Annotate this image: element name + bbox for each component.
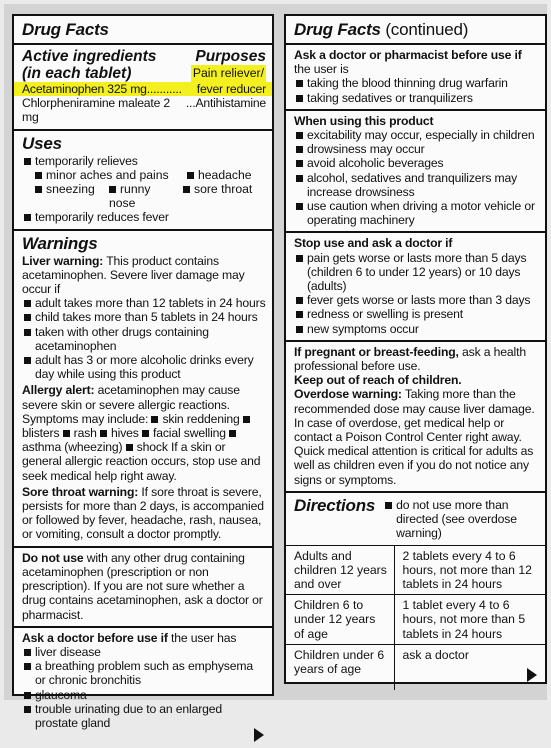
ask-doctor-bullet: a breathing problem such as emphysema or chronic bronchitis [22, 659, 266, 687]
liver-bullet: taken with other drugs containing acetaminophen [22, 325, 266, 353]
drug-facts-left-panel [12, 14, 274, 730]
do-not-use: Do not use with any other drug containing acetaminophen (prescription or non prescription). If you are not sure whether a drug contains acetaminophen, ask a doctor or pharmacist. [22, 550, 263, 622]
continued-title-section [286, 16, 545, 45]
liver-bullet: adult takes more than 12 tablets in 24 hours [22, 296, 266, 310]
ask-pharmacist-bullet: taking sedatives or tranquilizers [294, 91, 539, 105]
uses-symptom: minor aches and pains [35, 168, 177, 182]
allergy-symptom: skin reddening [151, 412, 239, 426]
ask-doctor-bullet: trouble urinating due to an enlarged prostate gland [22, 702, 266, 730]
ask-pharmacist-bullet: taking the blood thinning drug warfarin [294, 76, 539, 90]
uses-symptom: sore throat [183, 182, 252, 210]
drug-facts-title: Drug Facts [14, 20, 272, 45]
liver-bullet: adult has 3 or more alcoholic drinks every day while using this product [22, 353, 266, 381]
when-using-bullet: drowsiness may occur [294, 142, 539, 156]
allergy-symptom: asthma (wheezing) [22, 426, 240, 454]
label-background [4, 4, 547, 730]
ingredient1-dots: ........... [146, 82, 182, 96]
when-using-bullet: alcohol, sedatives and tranquilizers may increase drowsiness [294, 171, 539, 199]
dosage-age: Children 6 to under 12 years of age [286, 595, 394, 645]
each-tablet-row [22, 65, 266, 82]
stop-use-bullet: pain gets worse or lasts more than 5 days (children 6 to under 12 years) or 10 days (adults) [294, 251, 539, 294]
when-using-bullet: excitability may occur, especially in children [294, 128, 539, 142]
keep-out-of-reach: Keep out of reach of children. [294, 373, 462, 388]
uses-symptom: sneezing [35, 182, 103, 210]
allergy-symptom: blisters [22, 412, 254, 440]
when-using-section [286, 111, 545, 234]
active-ingredients-heading: Active ingredients [22, 48, 157, 65]
table-row [286, 545, 545, 595]
allergy-alert: Allergy alert: acetaminophen may cause severe skin or severe allergic reactions. Symptoms may include: skin reddening blisters rash hives facial swelling asthma (wheezing) shock If a skin or general allergic reaction occurs, stop use and seek medical help right away. [22, 383, 261, 483]
stop-use-label: Stop use and ask a doctor if [294, 236, 453, 251]
uses-symptom: runny nose [109, 182, 151, 211]
bullet-square-icon [35, 172, 42, 179]
dosage-age: Adults and children 12 years and over [286, 545, 394, 595]
allergy-symptom: rash [63, 426, 97, 440]
ask-pharmacist: Ask a doctor or pharmacist before use if the user is [294, 48, 522, 77]
liver-bullet: child takes more than 5 tablets in 24 hours [22, 310, 266, 324]
when-using-bullet: avoid alcoholic beverages [294, 156, 539, 170]
each-tablet-label: (in each tablet) [22, 65, 132, 82]
dosage-age: Children under 6 years of age [286, 644, 394, 690]
drug-facts-continued-title: Drug Facts (continued) [294, 20, 469, 39]
liver-warning: Liver warning: This product contains acetaminophen. Severe liver damage may occur if [22, 253, 245, 297]
continue-arrow-icon [254, 728, 264, 742]
continue-arrow-icon [527, 668, 537, 682]
purposes-heading: Purposes [195, 48, 266, 65]
ask-doctor: Ask a doctor before use if the user has [22, 630, 237, 645]
ingredient1-name: Acetaminophen 325 mg [22, 82, 147, 96]
bullet-square-icon [35, 186, 42, 193]
stop-use-bullet: new symptoms occur [294, 322, 539, 336]
warnings-section [14, 231, 272, 548]
ingredient1-purpose: fever reducer [196, 82, 266, 96]
bullet-square-icon [187, 172, 194, 179]
drug-facts-right-panel [284, 14, 547, 684]
directions-section [286, 493, 545, 690]
uses-section [14, 131, 272, 231]
ingredient-row-2 [22, 96, 266, 124]
do-not-use-section [14, 548, 272, 628]
allergy-symptom: shock [126, 440, 168, 454]
directions-header [294, 496, 539, 541]
stop-use-bullet: redness or swelling is present [294, 307, 539, 321]
dosage-dose: 1 tablet every 4 to 6 hours, not more than 5 tablets in 24 hours [394, 595, 545, 645]
table-row [286, 595, 545, 645]
sore-throat-warning: Sore throat warning: If sore throat is severe, persists for more than 2 days, is accompanied or followed by fever, headache, rash, nausea, or vomiting, consult a doctor promptly. [22, 484, 264, 542]
uses-symptoms-grid [22, 168, 266, 211]
allergy-symptom: hives [100, 426, 139, 440]
pregnant-warning: If pregnant or breast-feeding, ask a health professional before use. [294, 344, 526, 374]
ask-doctor-section [14, 628, 272, 748]
purpose-line1: Pain reliever/ [192, 66, 264, 80]
warnings-title: Warnings [22, 233, 98, 253]
bullet-square-icon [109, 186, 116, 193]
directions-title: Directions [294, 495, 376, 515]
uses-symptom: headache [187, 168, 252, 182]
stop-use-bullet: fever gets worse or lasts more than 3 days [294, 293, 539, 307]
pregnancy-overdose-section [286, 342, 545, 493]
ingredient2-dots: ... [185, 96, 196, 111]
uses-relieves: temporarily relieves [22, 154, 266, 168]
active-ingredients-header [22, 48, 266, 65]
uses-title: Uses [22, 133, 62, 153]
ask-doctor-bullet: liver disease [22, 645, 266, 659]
ask-doctor-bullet: glaucoma [22, 688, 266, 702]
ask-pharmacist-section [286, 45, 545, 111]
overdose-warning: Overdose warning: Taking more than the recommended dose may cause liver damage. In case of overdose, get medical help or contact a Poison Control Center right away. Quick medical attention is critical for adults as well as children even if you do not notice any signs or symptoms. [294, 387, 535, 487]
ingredient-row-1 [14, 82, 272, 96]
bullet-square-icon [183, 186, 190, 193]
dosage-table [286, 545, 545, 691]
dosage-dose: 2 tablets every 4 to 6 hours, not more than 12 tablets in 24 hours [394, 545, 545, 595]
uses-fever: temporarily reduces fever [22, 210, 266, 224]
ingredient2-name: Chlorpheniramine maleate 2 mg [22, 96, 170, 125]
allergy-symptom: facial swelling [142, 426, 226, 440]
when-using-label: When using this product [294, 113, 434, 128]
stop-use-section [286, 233, 545, 341]
directions-intro: do not use more than directed (see overdose warning) [383, 498, 539, 541]
when-using-bullet: use caution when driving a motor vehicle or operating machinery [294, 199, 539, 227]
ingredient2-purpose: Antihistamine [195, 96, 266, 111]
table-row [286, 644, 545, 690]
dosage-dose: ask a doctor [394, 644, 545, 690]
active-ingredients-section [14, 16, 272, 131]
